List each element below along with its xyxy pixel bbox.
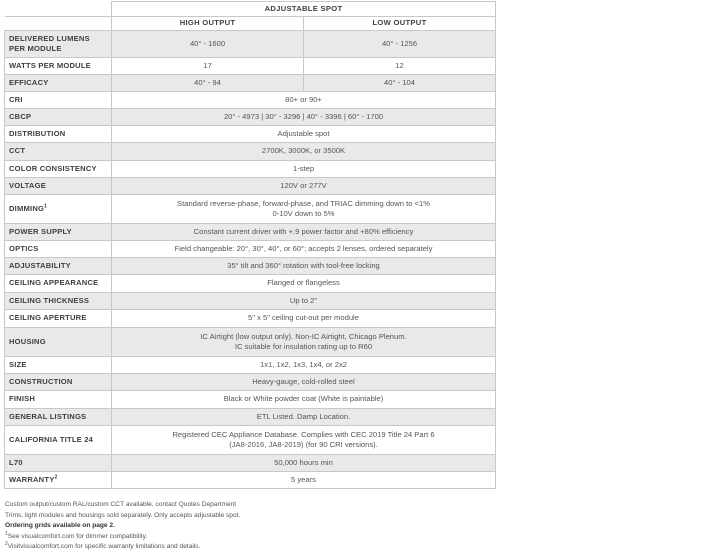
- row-label: [5, 58, 112, 75]
- row-label-text: HOUSING: [9, 336, 46, 346]
- row-value-high: 40° - 94: [112, 75, 304, 92]
- row-value-line: 2700K, 3000K, or 3500K: [261, 146, 346, 156]
- row-value: [112, 357, 496, 374]
- row-value-line: Standard reverse-phase, forward-phase, and TRIAC dimming down to <1%: [177, 198, 430, 208]
- row-value-line: 5 years: [291, 474, 316, 484]
- row-value: [112, 426, 496, 455]
- table-row: [5, 143, 496, 161]
- row-value-line-2: (JA8-2016, JA8-2019) (for 90 CRI versions).: [229, 440, 378, 449]
- row-value: [112, 455, 496, 472]
- table-row: [5, 195, 496, 224]
- table-row: [5, 109, 496, 126]
- table-row: [5, 455, 496, 472]
- row-value-line: Black or White powder coat (White is paintable): [223, 394, 384, 404]
- table-row: [5, 31, 496, 58]
- row-label: [5, 374, 112, 391]
- header-high-output: HIGH OUTPUT: [112, 17, 304, 31]
- row-value: [112, 92, 496, 109]
- header-low-output: LOW OUTPUT: [304, 17, 496, 31]
- row-value-line: IC Airtight (low output only). Non-IC Airtight, Chicago Plenum.: [200, 331, 407, 341]
- table-header-row: [5, 17, 496, 31]
- spec-table: [4, 1, 496, 489]
- table-row: [5, 328, 496, 357]
- row-value-low: 40° - 1256: [304, 31, 496, 58]
- row-value-line: Up to 2": [289, 295, 318, 305]
- footnotes: [5, 500, 485, 553]
- row-label-text: CBCP: [9, 111, 32, 121]
- row-value-line: 1-step: [292, 163, 315, 173]
- row-label: [5, 310, 112, 328]
- table-row: [5, 310, 496, 328]
- row-value-low: 40° - 104: [304, 75, 496, 92]
- row-value-high: 17: [112, 58, 304, 75]
- row-label-text: ADJUSTABILITY: [9, 260, 71, 270]
- row-label: [5, 472, 112, 489]
- table-row: [5, 426, 496, 455]
- row-label-text: CONSTRUCTION: [9, 376, 73, 386]
- note-warranty-marker: 2: [5, 540, 8, 547]
- row-label-text: CRI: [9, 94, 23, 104]
- row-value-line: 120V or 277V: [280, 180, 327, 190]
- table-row: [5, 409, 496, 426]
- row-label-text: CEILING THICKNESS: [9, 295, 90, 305]
- row-label: [5, 426, 112, 455]
- row-label: [5, 328, 112, 357]
- note-custom: Custom output/custom RAL/custom CCT available, contact Quotes Department: [5, 501, 237, 508]
- row-value-line: Adjustable spot: [277, 128, 330, 138]
- table-row: [5, 75, 496, 92]
- row-label: [5, 178, 112, 195]
- note-warranty: [5, 542, 485, 553]
- row-label: [5, 92, 112, 109]
- table-row: [5, 126, 496, 143]
- note-dimmer: [5, 532, 485, 543]
- row-label-text: FINISH: [9, 394, 36, 404]
- row-value-line: 5" x 5" ceiling cut-out per module: [248, 313, 359, 323]
- row-label-text: POWER SUPPLY: [9, 226, 72, 236]
- row-label-text: DIMMING: [9, 203, 45, 213]
- header-blank-cell: [5, 17, 112, 31]
- row-label: [5, 109, 112, 126]
- row-value-line-2: 0-10V down to 5%: [272, 209, 335, 218]
- row-label-text: CCT: [9, 146, 26, 156]
- row-value: [112, 178, 496, 195]
- row-label-text: WARRANTY: [9, 474, 55, 484]
- row-label: [5, 195, 112, 224]
- row-value: [112, 109, 496, 126]
- footnote-marker: 1: [44, 203, 48, 210]
- note-dimmer-marker: 1: [5, 530, 8, 537]
- row-value: [112, 275, 496, 293]
- row-label-text: CEILING APERTURE: [9, 313, 87, 323]
- row-label: [5, 161, 112, 178]
- row-value: [112, 310, 496, 328]
- row-value: [112, 391, 496, 409]
- table-row: [5, 241, 496, 258]
- row-label: [5, 357, 112, 374]
- row-label-text: CEILING APPEARANCE: [9, 278, 99, 288]
- row-label: [5, 241, 112, 258]
- row-value-line: Heavy-gauge, cold-rolled steel: [252, 376, 355, 386]
- row-value-line: Field changeable: 20°, 30°, 40°, or 60°; accepts 2 lenses, ordered separately: [174, 243, 433, 253]
- table-row: [5, 374, 496, 391]
- row-value-line: 35° tilt and 360° rotation with tool-free locking: [227, 260, 380, 270]
- row-label-text: EFFICACY: [9, 77, 49, 87]
- row-value-high: 40° - 1600: [112, 31, 304, 58]
- row-value: [112, 241, 496, 258]
- row-value-line: ETL Listed. Damp Location.: [256, 411, 351, 421]
- table-row: [5, 391, 496, 409]
- row-label-text: CALIFORNIA TITLE 24: [9, 434, 94, 444]
- row-value-line: 1x1, 1x2, 1x3, 1x4, or 2x2: [260, 359, 347, 369]
- row-label: [5, 275, 112, 293]
- row-label-text: DELIVERED LUMENS PER MODULE: [9, 33, 90, 53]
- row-value-line: 20° - 4973 | 30° - 3296 | 40° - 3396 | 60° - 1700: [223, 111, 384, 121]
- row-label-text: WATTS PER MODULE: [9, 60, 91, 70]
- row-label-text: COLOR CONSISTENCY: [9, 163, 97, 173]
- note-trims: Trims, light modules and housings sold separately. Only accepts adjustable spot.: [5, 511, 241, 519]
- row-label: [5, 126, 112, 143]
- row-value-line: Constant current driver with +.9 power factor and +80% efficiency: [193, 226, 414, 236]
- row-value-line: Registered CEC Appliance Database. Complies with CEC 2019 Title 24 Part 6: [172, 429, 435, 439]
- note-ordering-grids: Ordering grids available on page 2.: [5, 522, 115, 529]
- row-value: [112, 472, 496, 489]
- row-label: [5, 293, 112, 310]
- note-warranty-text: Visitvisualcomfort.com for specific warranty limitations and details.: [7, 543, 201, 550]
- table-row: [5, 178, 496, 195]
- row-label: [5, 75, 112, 92]
- table-row: [5, 224, 496, 241]
- row-value: [112, 328, 496, 357]
- row-value: [112, 143, 496, 161]
- table-row: [5, 357, 496, 374]
- row-value: [112, 224, 496, 241]
- row-label-text: VOLTAGE: [9, 180, 46, 190]
- table-row: [5, 472, 496, 489]
- row-value-line: 80+ or 90+: [285, 94, 322, 104]
- row-value-low: 12: [304, 58, 496, 75]
- row-value: [112, 374, 496, 391]
- row-label-text: GENERAL LISTINGS: [9, 411, 87, 421]
- table-row: [5, 258, 496, 275]
- table-row: [5, 293, 496, 310]
- row-label: [5, 224, 112, 241]
- row-label: [5, 409, 112, 426]
- row-label: [5, 31, 112, 58]
- row-value-line: 50,000 hours min: [274, 457, 333, 467]
- note-dimmer-text: See visualcomfort.com for dimmer compatibility.: [7, 532, 148, 540]
- table-row: [5, 161, 496, 178]
- row-value: [112, 293, 496, 310]
- table-row: [5, 92, 496, 109]
- row-value: [112, 161, 496, 178]
- row-value: [112, 195, 496, 224]
- table-header-group-row: [5, 2, 496, 17]
- row-label-text: OPTICS: [9, 243, 39, 253]
- row-value: [112, 409, 496, 426]
- row-label: [5, 258, 112, 275]
- row-value: [112, 126, 496, 143]
- row-label: [5, 143, 112, 161]
- row-value-line-2: IC suitable for insulation rating up to R60: [234, 342, 373, 351]
- row-label: [5, 391, 112, 409]
- table-row: [5, 275, 496, 293]
- row-value: [112, 258, 496, 275]
- row-label: [5, 455, 112, 472]
- footnote-marker: 2: [54, 474, 58, 481]
- header-blank-cell: [5, 2, 112, 17]
- header-group: ADJUSTABLE SPOT: [112, 2, 496, 17]
- table-row: [5, 58, 496, 75]
- row-label-text: DISTRIBUTION: [9, 128, 66, 138]
- row-label-text: SIZE: [9, 359, 27, 369]
- row-label-text: L70: [9, 457, 23, 467]
- row-value-line: Flanged or flangeless: [267, 278, 340, 288]
